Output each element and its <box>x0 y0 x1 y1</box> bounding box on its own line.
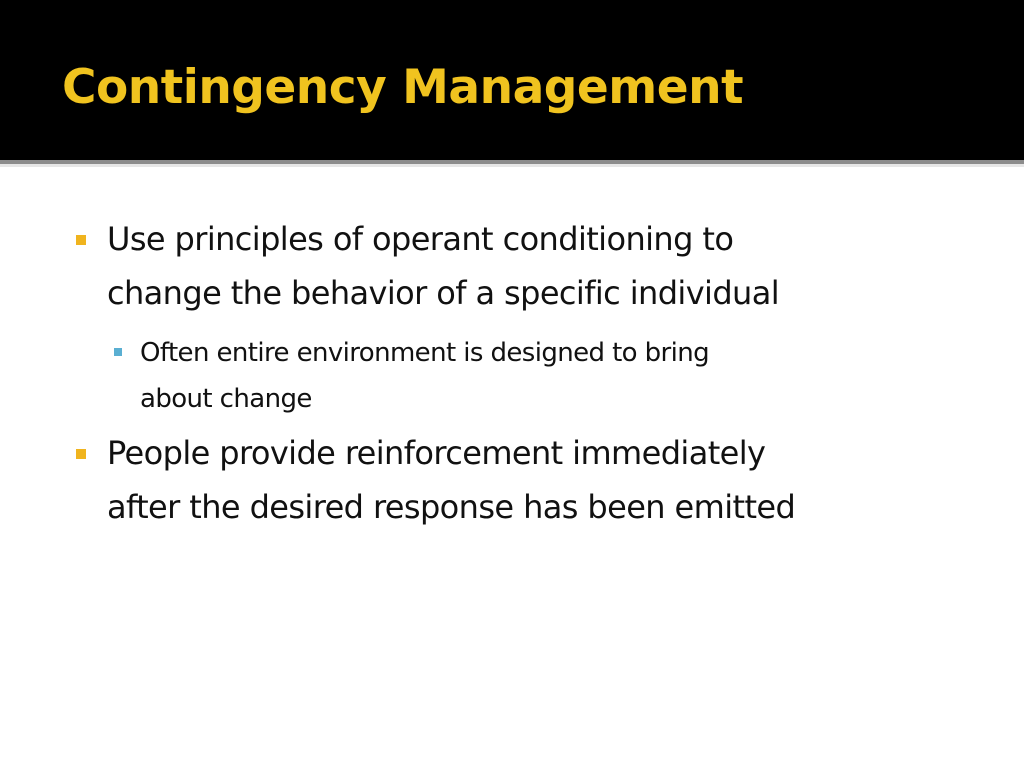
bullet-line: People provide reinforcement immediately <box>107 434 766 472</box>
bullet-text <box>107 212 779 320</box>
sub-bullet-text <box>140 330 709 422</box>
square-bullet-icon <box>76 235 86 245</box>
bullet-line: Use principles of operant conditioning to <box>107 220 734 258</box>
slide-title: Contingency Management <box>62 60 744 115</box>
bullet-line: Often entire environment is designed to bring <box>140 338 710 368</box>
bullet-line: change the behavior of a specific individual <box>107 274 780 312</box>
square-bullet-icon <box>76 449 86 459</box>
bullet-text <box>107 426 795 534</box>
bullet-line: about change <box>140 384 312 414</box>
bullet-line: after the desired response has been emitted <box>107 488 796 526</box>
square-sub-bullet-icon <box>114 348 122 356</box>
